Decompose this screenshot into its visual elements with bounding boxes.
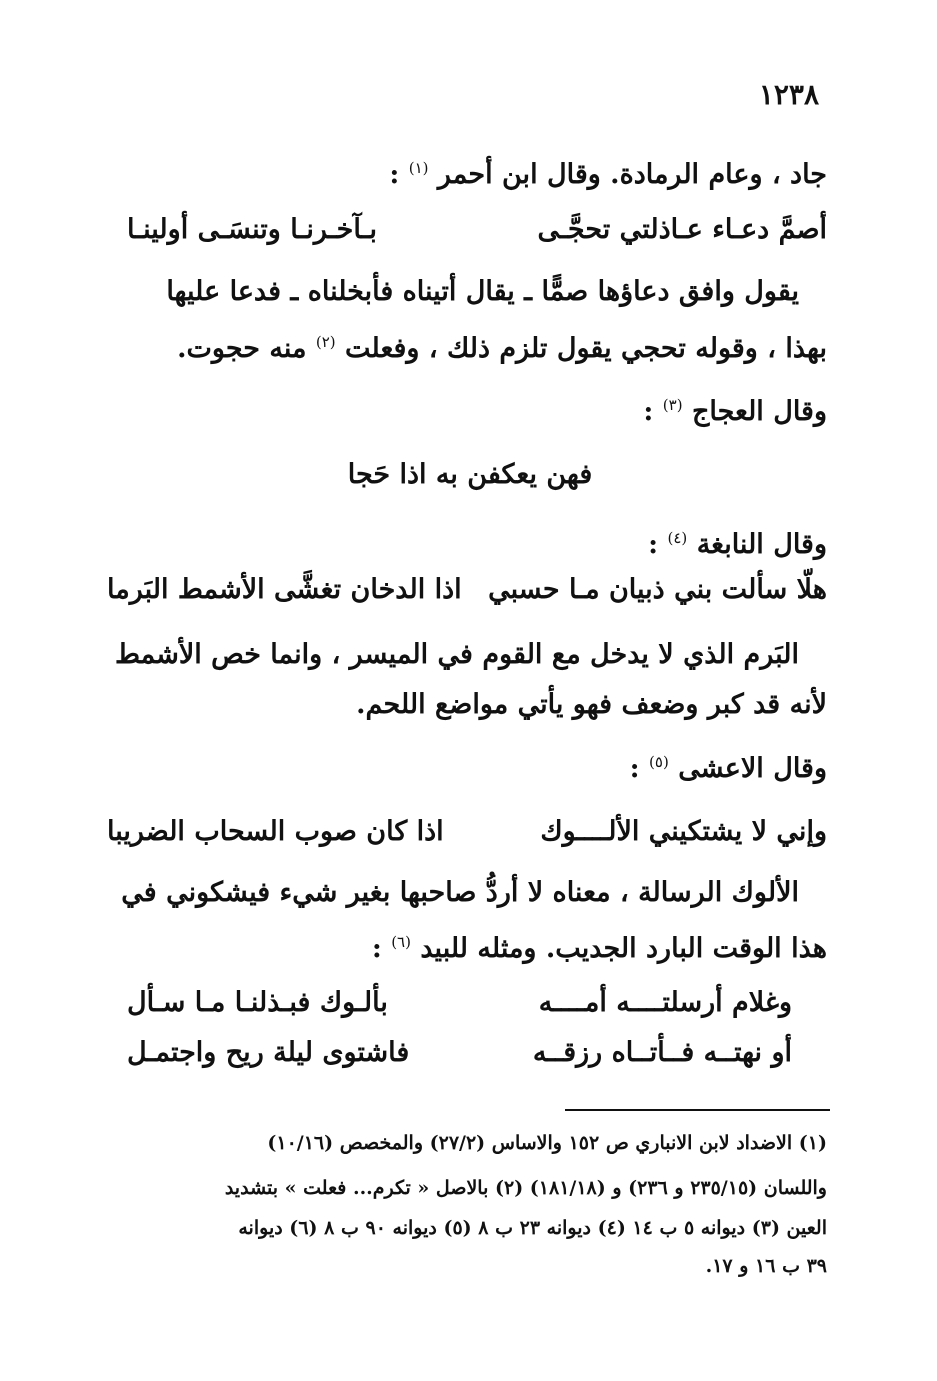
text-line: [107, 148, 827, 195]
verse-second-hemistich: اذا كان صوب السحاب الضريبا: [107, 816, 444, 847]
paragraph-line: [107, 922, 827, 969]
verse-line: [127, 1033, 792, 1073]
verse-second-hemistich: فاشتوى ليلة ريح واجتمـل: [127, 1037, 410, 1068]
footnote-ref: (٢): [315, 333, 336, 351]
text-segment: بهذا ، وقوله تحجي يقول تلزم ذلك ، وفعلت: [345, 333, 827, 364]
footnote-ref: (٥): [649, 753, 669, 771]
text-segment: :: [643, 396, 654, 427]
footnote-line: ٣٩ ب ١٦ و ١٧.: [705, 1255, 827, 1277]
text-segment: منه حجوت.: [177, 333, 307, 364]
paragraph-line: [107, 322, 827, 369]
verse-first-hemistich: وغلام أرسلتــــه أمــــه: [538, 987, 792, 1018]
text-segment: جاد ، وعام الرمادة. وقال ابن أحمر: [437, 159, 827, 190]
text-segment: وقال الاعشى: [678, 753, 827, 784]
text-line: [107, 518, 827, 565]
footnote-ref: (٦): [391, 933, 411, 951]
page-number: ١٢٣٨: [758, 78, 819, 111]
footnote-line: العين (٣) ديوانه ٥ ب ١٤ (٤) ديوانه ٢٣ ب ٨ (٥) ديوانه ٩٠ ب ٨ (٦) ديوانه: [238, 1217, 827, 1239]
paragraph-line: يقول وافق دعاؤها صمًّا ـ يقال أتيناه فأبخلناه ـ فدعا عليها: [166, 276, 799, 307]
verse-first-hemistich: هلّا سألت بني ذبيان مـا حسبي: [488, 574, 827, 605]
text-segment: :: [371, 933, 382, 964]
paragraph-line: لأنه قد كبر وضعف فهو يأتي مواضع اللحم.: [356, 689, 827, 720]
verse-first-hemistich: أصمَّ دعـاء عـاذلتي تحجَّـى: [537, 214, 827, 245]
text-segment: وقال العجاج: [691, 396, 827, 427]
verse-line: فهن يعكفن به اذا حَجا: [347, 459, 593, 490]
text-segment: هذا الوقت البارد الجديب. ومثله للبيد: [420, 933, 827, 964]
verse-line: [127, 983, 792, 1023]
verse-second-hemistich: بألـوك فبـذلنـا مـا سـأل: [127, 987, 388, 1018]
footnote-line: واللسان (٢٣٥/١٥ و ٢٣٦) و (١٨١/١٨) (٢) بالاصل « تكرم... فعلت » بتشديد: [224, 1177, 827, 1199]
verse-second-hemistich: بـآخـرنـا وتنسَـى أولينـا: [127, 214, 378, 245]
text-segment: :: [648, 529, 659, 560]
verse-first-hemistich: وإني لا يشتكيني الألــــوك: [540, 816, 827, 847]
paragraph-line: الألوك الرسالة ، معناه لا أردُّ صاحبها بغير شيء فيشكوني في: [121, 877, 799, 908]
verse-line: [107, 812, 827, 852]
footnote-line: (١) الاضداد لابن الانباري ص ١٥٢ والاساس (٢٧/٢) والمخصص (١٠/١٦): [267, 1132, 827, 1154]
paragraph-line: البَرم الذي لا يدخل مع القوم في الميسر ، وانما خص الأشمط: [114, 639, 799, 670]
text-segment: :: [629, 753, 640, 784]
verse-first-hemistich: أو نهتــه فــأتــاه رزقــه: [532, 1037, 792, 1068]
footnote-ref: (٤): [667, 529, 688, 547]
verse-line: [107, 570, 827, 610]
text-line: [107, 742, 827, 789]
text-segment: وقال النابغة: [696, 529, 827, 560]
text-line: [107, 385, 827, 432]
footnote-ref: (٣): [662, 396, 683, 414]
text-segment: :: [389, 159, 400, 190]
footnote-ref: (١): [408, 159, 429, 177]
footnote-separator: [565, 1109, 830, 1111]
verse-second-hemistich: اذا الدخان تغشَّى الأشمط البَرما: [107, 574, 462, 605]
verse-line: [127, 210, 827, 250]
